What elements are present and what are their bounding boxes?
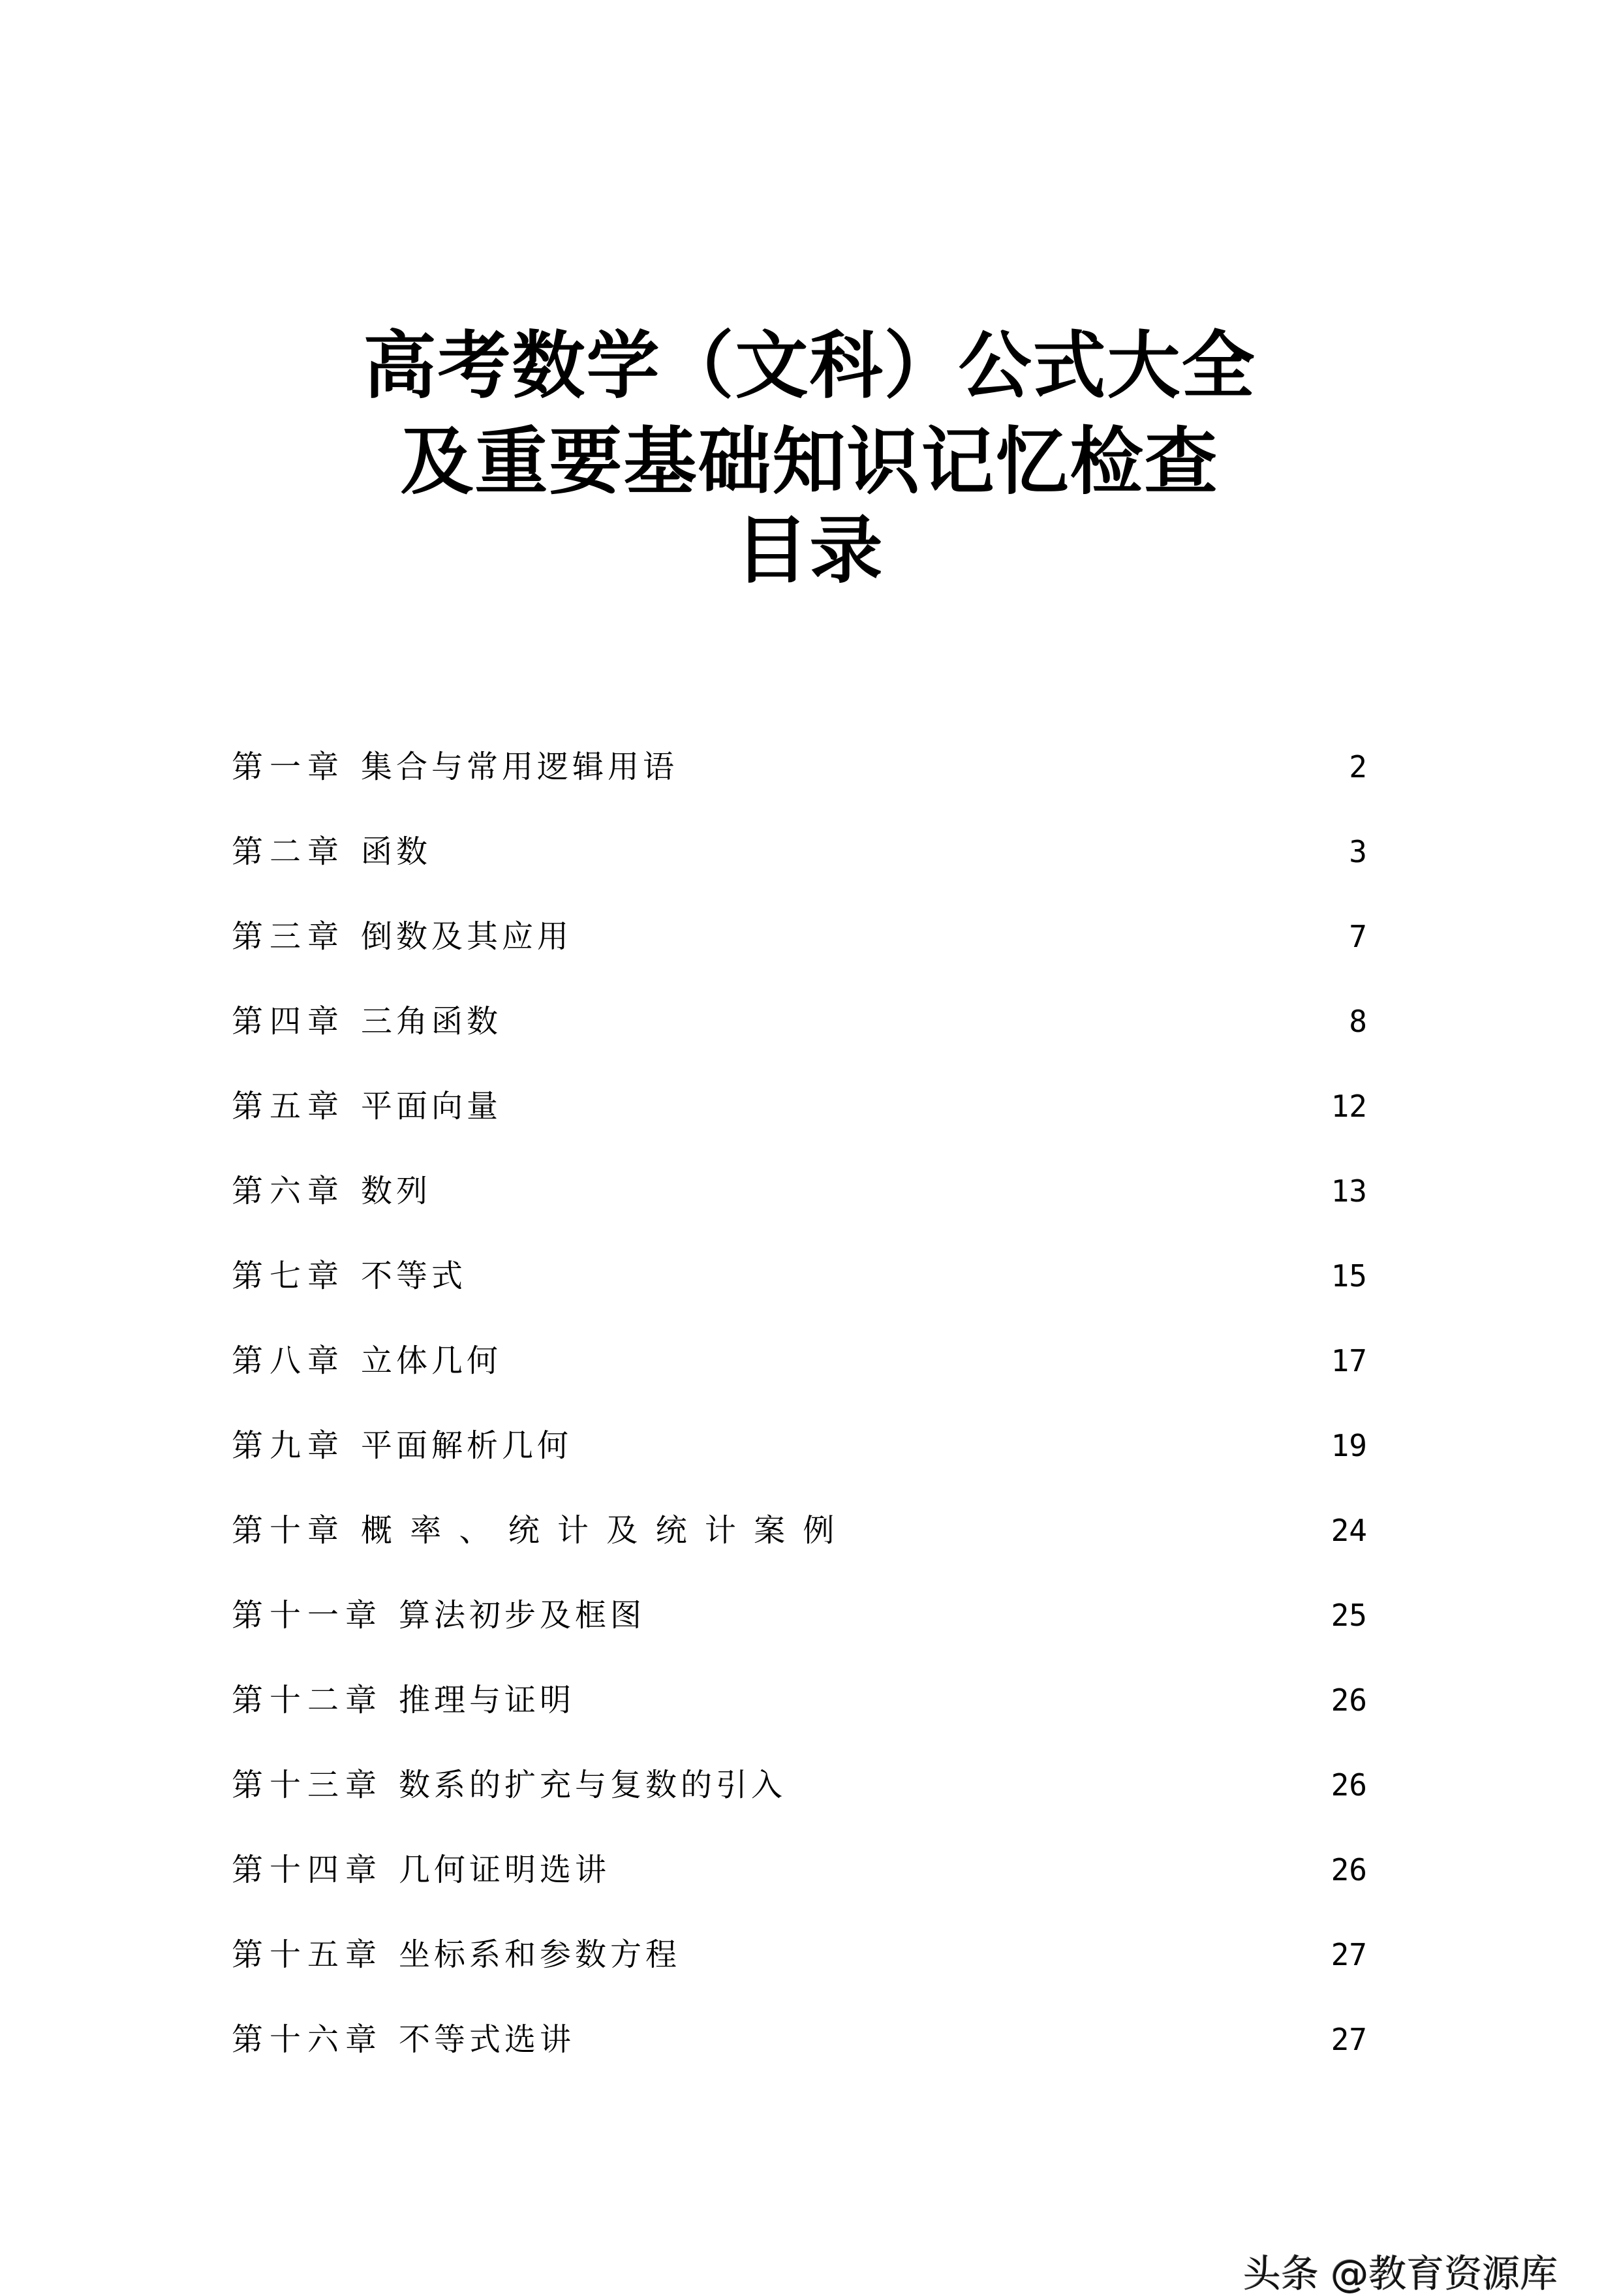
dot-leader	[434, 1175, 1329, 1207]
dot-leader	[504, 1345, 1329, 1376]
dot-leader	[578, 1684, 1329, 1716]
page-number: 17	[1331, 1343, 1367, 1378]
dot-leader	[683, 1939, 1329, 1970]
dot-leader	[840, 1515, 1328, 1546]
page-number: 2	[1349, 749, 1367, 784]
chapter-number: 第十三章	[232, 1767, 384, 1803]
chapter-title: 集合与常用逻辑用语	[361, 749, 679, 785]
chapter-title: 算法初步及框图	[399, 1597, 646, 1634]
toc-entry[interactable]	[232, 1318, 1367, 1403]
toc-entry[interactable]	[232, 1658, 1367, 1743]
chapter-number: 第十章	[232, 1512, 346, 1549]
chapter-title: 不等式选讲	[399, 2021, 576, 2058]
toc-entry[interactable]	[232, 1912, 1367, 1997]
toc-heading: 目录	[735, 508, 884, 593]
chapter-title: 平面解析几何	[361, 1427, 573, 1464]
page-number: 15	[1331, 1258, 1367, 1294]
toc-entry[interactable]	[232, 1573, 1367, 1658]
chapter-title: 数列	[361, 1173, 432, 1209]
dot-leader	[504, 1006, 1346, 1037]
page-number: 27	[1331, 2022, 1367, 2057]
chapter-title: 坐标系和参数方程	[399, 1936, 681, 1973]
page-number: 26	[1331, 1683, 1367, 1718]
chapter-title: 平面向量	[361, 1088, 502, 1125]
page-number: 3	[1349, 834, 1367, 869]
dot-leader	[575, 921, 1346, 952]
chapter-number: 第三章	[232, 918, 346, 955]
dot-leader	[469, 1260, 1329, 1292]
chapter-number: 第七章	[232, 1258, 346, 1294]
page-number: 7	[1349, 919, 1367, 954]
chapter-title: 数系的扩充与复数的引入	[399, 1767, 787, 1803]
toc-entry[interactable]	[232, 1488, 1367, 1573]
page-number: 26	[1331, 1852, 1367, 1887]
toc-entry[interactable]	[232, 1997, 1367, 2082]
page-number: 12	[1331, 1089, 1367, 1124]
chapter-number: 第五章	[232, 1088, 346, 1125]
toc-entry[interactable]	[232, 979, 1367, 1064]
chapter-number: 第十四章	[232, 1852, 384, 1888]
toc-entry[interactable]	[232, 1149, 1367, 1233]
chapter-number: 第四章	[232, 1003, 346, 1040]
page-number: 19	[1331, 1428, 1367, 1463]
watermark: 头条 @教育资源库	[1243, 2252, 1558, 2296]
chapter-title: 三角函数	[361, 1003, 502, 1040]
page-number: 8	[1349, 1004, 1367, 1039]
chapter-number: 第十六章	[232, 2021, 384, 2058]
dot-leader	[504, 1091, 1329, 1122]
page-number: 26	[1331, 1767, 1367, 1803]
chapter-number: 第十二章	[232, 1682, 384, 1718]
chapter-title: 立体几何	[361, 1342, 502, 1379]
chapter-number: 第八章	[232, 1342, 346, 1379]
toc-entry[interactable]	[232, 1233, 1367, 1318]
page-number: 27	[1331, 1937, 1367, 1972]
toc-entry[interactable]	[232, 1403, 1367, 1488]
dot-leader	[613, 1854, 1329, 1885]
document-title-line-1: 高考数学（文科）公式大全	[363, 323, 1256, 409]
chapter-title: 概 率 、 统 计 及 统 计 案 例	[361, 1512, 839, 1549]
chapter-number: 第九章	[232, 1427, 346, 1464]
dot-leader	[789, 1769, 1329, 1801]
toc-entry[interactable]	[232, 1827, 1367, 1912]
dot-leader	[575, 1430, 1329, 1461]
chapter-title: 函数	[361, 833, 432, 870]
toc-entry[interactable]	[232, 1064, 1367, 1149]
toc-entry[interactable]	[232, 894, 1367, 979]
page-number: 24	[1331, 1513, 1367, 1548]
chapter-number: 第十一章	[232, 1597, 384, 1634]
dot-leader	[648, 1600, 1329, 1631]
chapter-title: 几何证明选讲	[399, 1852, 611, 1888]
dot-leader	[434, 836, 1346, 867]
document-title-line-2: 及重要基础知识记忆检查	[400, 419, 1219, 504]
chapter-title: 不等式	[361, 1258, 467, 1294]
table-of-contents	[232, 724, 1367, 2082]
toc-entry[interactable]	[232, 1743, 1367, 1827]
page-number: 13	[1331, 1173, 1367, 1209]
page-number: 25	[1331, 1598, 1367, 1633]
dot-leader	[578, 2024, 1329, 2055]
chapter-number: 第一章	[232, 749, 346, 785]
chapter-title: 倒数及其应用	[361, 918, 573, 955]
chapter-title: 推理与证明	[399, 1682, 576, 1718]
toc-entry[interactable]	[232, 809, 1367, 894]
chapter-number: 第六章	[232, 1173, 346, 1209]
chapter-number: 第十五章	[232, 1936, 384, 1973]
dot-leader	[681, 751, 1346, 783]
chapter-number: 第二章	[232, 833, 346, 870]
toc-entry[interactable]	[232, 724, 1367, 809]
